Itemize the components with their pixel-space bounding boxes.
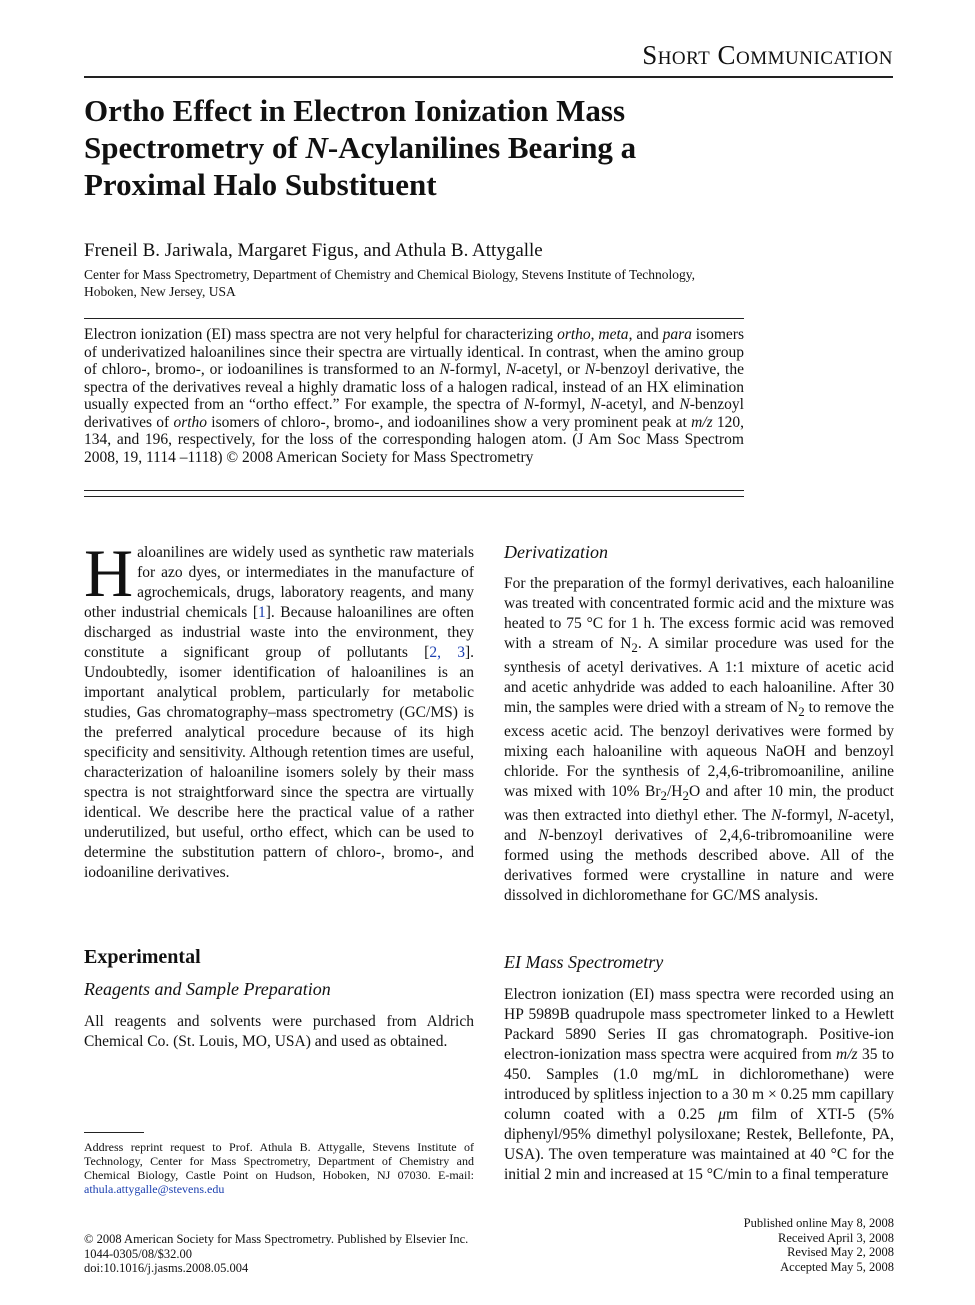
authors: Freneil B. Jariwala, Margaret Figus, and Athula B. Attygalle (84, 240, 543, 261)
title-line-3: Proximal Halo Substituent (84, 167, 437, 202)
date-published: Published online May 8, 2008 (743, 1216, 894, 1230)
footnote: Address reprint request to Prof. Athula B. Attygalle, Stevens Institute of Technology, Center for Mass Spectrometry, Department of Chemistry and Chemical Biology, Castle Point on Hudson, Hoboken, NJ 07030. E-mail: athula.attygalle@stevens.edu (84, 1140, 474, 1196)
derivatization-paragraph: For the preparation of the formyl derivatives, each haloaniline was treated with concentrated formic acid and the mixture was heated to 75 °C for 1 h. The excess formic acid was removed with a stream of $N_2$. A similar procedure was used for the synthesis of acetyl derivatives. A 1:1 mixture of acetic acid and acetic anhydride was added to each haloaniline. After 30 min, the samples were dried with a stream of $N_2$ to remove the excess acetic acid. The benzoyl derivatives were formed by mixing each haloaniline with aqueous NaOH and benzoyl chloride. For the synthesis of 2,4,6-tribromoaniline, aniline was mixed with 10% $Br_2/H_2O$ and after 10 min, the product was then extracted into diethyl ether. The N-formyl, N-acetyl, and N-benzoyl derivatives of 2,4,6-tribromoaniline were formed using the methods described above. All of the derivatives formed were crystalline in nature and were dissolved in dichloromethane for GC/MS analysis. (504, 575, 894, 905)
ei-ms-paragraph: Electron ionization (EI) mass spectra were recorded using an HP 5989B quadrupole mass spectrometer linked to a Hewlett Packard 5890 Series II gas chromatograph. Positive-ion electron-ionization mass spectra were acquired from m/z 35 to 450. Samples (1.0 mg/mL in dichloromethane) were introduced by splitless injection to a 30 m × 0.25 mm capillary column coated with a 0.25 μm film of XTI-5 (5% diphenyl/95% dimethyl polysiloxane; Restek, Bellefonte, PA, USA). The oven temperature was maintained at 40 °C for the initial 2 min and increased at 15 °C/min to a final temperature (504, 986, 895, 1183)
introduction-paragraph: Haloanilines are widely used as synthetic raw materials for azo dyes, or intermediates in the manufacture of agrochemicals, drugs, laboratory reagents, and many other industrial chemicals [1]. Because haloanilines are often discharged as industrial waste into the environment, they constitute a significant group of pollutants [2, 3]. Undoubtedly, isomer identification of haloanilines is an important analytical problem, particularly for metabolic studies, Gas chromatography–mass spectrometry (GC/MS) is the preferred analytical procedure because of its high specificity and sensitivity. Although retention times are useful, characterization of haloaniline isomers solely by their mass spectra is not straightforward since the spectra are virtually identical. We describe here the practical value of a rather underutilized, but useful, ortho effect, which can be used to determine the substitution pattern of chloro-, bromo-, and iodoaniline derivatives. (84, 535, 475, 881)
abstract-rule-top (84, 318, 744, 319)
email-link[interactable]: athula.attygalle@stevens.edu (84, 1182, 225, 1196)
ref-link-2-3[interactable]: 2, 3 (429, 644, 465, 661)
heading-ei-ms: EI Mass Spectrometry (504, 952, 664, 972)
section-label: Short Communication (642, 40, 893, 70)
dropcap: H (84, 535, 134, 611)
abstract: Electron ionization (EI) mass spectra are not very helpful for characterizing ortho, meta, and para isomers of underivatized haloanilines since their spectra are virtually identical. In contrast, when the amino group of chloro-, bromo-, or iodoanilines is transformed to an N-formyl, N-acetyl, or N-benzoyl derivative, the spectra of the derivatives reveal a highly dramatic loss of a halogen radical, instead of an HX elimination usually expected from an “ortho effect.” For example, the spectra of N-formyl, N-acetyl, and N-benzoyl derivatives of ortho isomers of chloro-, bromo-, and iodoanilines show a very prominent peak at m/z 120, 134, and 196, respectively, for the loss of the corresponding halogen atom. (J Am Soc Mass Spectrom 2008, 19, 1114 –1118) © 2008 American Society for Mass Spectrometry (84, 326, 745, 466)
title-line-1: Ortho Effect in Electron Ionization Mass (84, 93, 626, 128)
date-revised: Revised May 2, 2008 (787, 1245, 894, 1259)
issn: 1044-0305/08/$32.00 (84, 1246, 192, 1261)
copyright: © 2008 American Society for Mass Spectrometry. Published by Elsevier Inc. (84, 1232, 469, 1246)
heading-derivatization: Derivatization (504, 542, 608, 562)
date-received: Received April 3, 2008 (778, 1230, 894, 1245)
date-accepted: Accepted May 5, 2008 (780, 1259, 894, 1274)
dates (744, 1216, 894, 1274)
header-rule (84, 76, 893, 78)
title-line-2: Spectrometry of N-Acylanilines Bearing a (84, 130, 637, 165)
heading-reagents: Reagents and Sample Preparation (84, 979, 331, 999)
reagents-paragraph: All reagents and solvents were purchased from Aldrich Chemical Co. (St. Louis, MO, USA) and used as obtained. (84, 1013, 474, 1050)
heading-experimental: Experimental (84, 946, 201, 968)
affiliation: Center for Mass Spectrometry, Department of Chemistry and Chemical Biology, Stevens Institute of Technology, Hoboken, New Jersey, USA (84, 267, 696, 299)
publication-info (84, 1232, 468, 1276)
doi: doi:10.1016/j.jasms.2008.05.004 (84, 1261, 249, 1275)
abstract-rule-bottom-2 (84, 496, 744, 497)
footnote-rule (84, 1132, 144, 1133)
ref-link-1[interactable]: 1 (257, 604, 266, 621)
paper-title (84, 92, 724, 203)
abstract-rule-bottom-1 (84, 490, 744, 491)
